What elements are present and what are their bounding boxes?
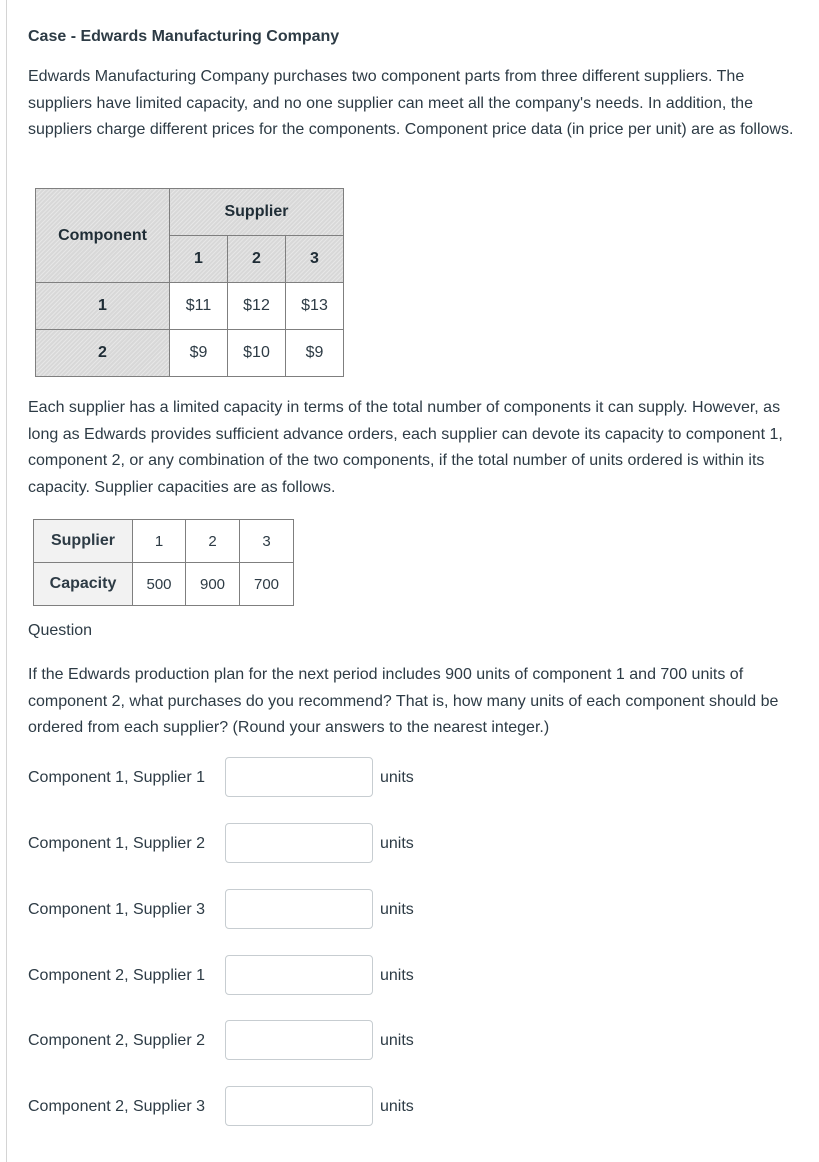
component-1-supplier-3-input[interactable] <box>225 889 373 929</box>
price-cell: $13 <box>286 283 344 330</box>
answer-row <box>28 1020 448 1062</box>
answer-label: Component 2, Supplier 2 <box>28 1032 205 1049</box>
answer-row <box>28 955 448 997</box>
price-cell: $12 <box>228 283 286 330</box>
answer-row <box>28 889 448 931</box>
price-row <box>36 283 344 330</box>
supplier-row-label: Supplier <box>34 520 133 563</box>
supplier-col-1: 1 <box>170 236 228 283</box>
component-1-supplier-2-input[interactable] <box>225 823 373 863</box>
capacity-supplier-3: 3 <box>240 520 294 563</box>
answer-label: Component 1, Supplier 1 <box>28 769 205 786</box>
capacity-value-1: 500 <box>133 563 186 606</box>
case-content <box>28 26 808 144</box>
price-cell: $10 <box>228 330 286 377</box>
supplier-header: Supplier <box>170 189 344 236</box>
supplier-col-2: 2 <box>228 236 286 283</box>
units-label: units <box>380 1032 414 1049</box>
capacity-supplier-1: 1 <box>133 520 186 563</box>
answer-label: Component 2, Supplier 1 <box>28 967 205 984</box>
component-2-supplier-2-input[interactable] <box>225 1020 373 1060</box>
component-header: Component <box>36 189 170 283</box>
price-row <box>36 330 344 377</box>
units-label: units <box>380 901 414 918</box>
capacity-row-label: Capacity <box>34 563 133 606</box>
component-2-supplier-3-input[interactable] <box>225 1086 373 1126</box>
answer-row <box>28 823 448 865</box>
capacity-paragraph: Each supplier has a limited capacity in terms of the total number of components it can supply. However, as long as Edwards provides sufficient advance orders, each supplier can devote its capacity to component 1, component 2, or any combination of the two components, if the total number of units ordered is within its capacity. Supplier capacities are as follows. <box>28 399 783 496</box>
answer-label: Component 2, Supplier 3 <box>28 1098 205 1115</box>
component-2-supplier-1-input[interactable] <box>225 955 373 995</box>
supplier-col-3: 3 <box>286 236 344 283</box>
case-title: Case - Edwards Manufacturing Company <box>28 28 340 45</box>
answer-row <box>28 757 448 799</box>
answer-label: Component 1, Supplier 2 <box>28 835 205 852</box>
units-label: units <box>380 967 414 984</box>
answer-label: Component 1, Supplier 3 <box>28 901 205 918</box>
capacity-table <box>33 519 294 606</box>
capacity-supplier-2: 2 <box>186 520 240 563</box>
component-1-supplier-1-input[interactable] <box>225 757 373 797</box>
question-heading: Question <box>28 622 93 639</box>
question-paragraph: If the Edwards production plan for the next period includes 900 units of component 1 and 700 units of component 2, what purchases do you recommend? That is, how many units of each component should be ordered from each supplier? (Round your answers to the nearest integer.) <box>28 666 779 736</box>
price-cell: $9 <box>286 330 344 377</box>
left-border <box>6 0 7 1162</box>
component-row-2: 2 <box>36 330 170 377</box>
units-label: units <box>380 769 414 786</box>
capacity-value-3: 700 <box>240 563 294 606</box>
component-row-1: 1 <box>36 283 170 330</box>
units-label: units <box>380 1098 414 1115</box>
units-label: units <box>380 835 414 852</box>
price-table <box>35 188 344 377</box>
capacity-value-2: 900 <box>186 563 240 606</box>
price-cell: $9 <box>170 330 228 377</box>
intro-paragraph: Edwards Manufacturing Company purchases two component parts from three different suppliers. The suppliers have limited capacity, and no one supplier can meet all the company's needs. In addition, the suppliers charge different prices for the components. Component price data (in price per unit) are as follows. <box>28 68 794 138</box>
answer-row <box>28 1086 448 1128</box>
price-cell: $11 <box>170 283 228 330</box>
